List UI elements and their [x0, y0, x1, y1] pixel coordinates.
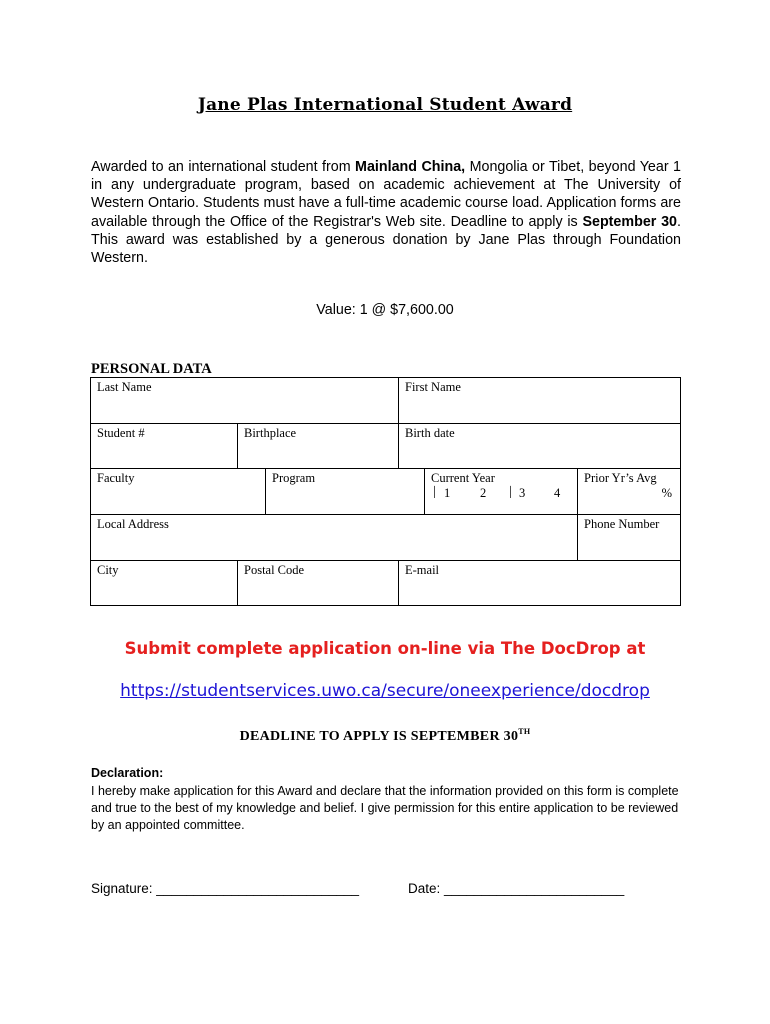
student-number-field[interactable] — [91, 424, 237, 468]
year-1-checkbox[interactable]: │ — [431, 487, 439, 498]
local-address-field[interactable] — [91, 515, 577, 560]
year-options — [431, 486, 571, 502]
award-description — [91, 158, 681, 267]
last-name-field[interactable] — [91, 378, 398, 423]
faculty-label: Faculty — [97, 471, 135, 485]
year-option-4: 4 — [554, 486, 561, 500]
program-field[interactable] — [266, 469, 424, 514]
year-option-2: 2 — [480, 486, 487, 500]
award-value: Value: 1 @ $7,600.00 — [316, 302, 454, 318]
first-name-field[interactable] — [399, 378, 680, 423]
program-label: Program — [272, 471, 316, 485]
intro-text: Mongolia or Tibet, beyond Year 1 in any undergraduate program, based on academic achievement at The University of Western Ontario. Students must have a full-time academic course load. Application forms are available through the Office of the Registrar's Web site. Deadline to apply is — [91, 159, 681, 230]
declaration-title: Declaration: — [91, 766, 164, 780]
faculty-field[interactable] — [91, 469, 265, 514]
postal-code-label: Postal Code — [244, 563, 305, 577]
docdrop-link[interactable]: https://studentservices.uwo.ca/secure/oneexperience/docdrop — [120, 681, 650, 701]
section-title-personal-data: PERSONAL DATA — [91, 361, 212, 377]
city-label: City — [97, 563, 119, 577]
percent-sign: % — [661, 486, 672, 500]
birth-date-label: Birth date — [405, 426, 455, 440]
declaration-text: I hereby make application for this Award and declare that the information provided on this form is complete and true to the best of my knowledge and belief. I give permission for this entire application to be reviewed by an appointed committee. — [91, 784, 679, 832]
form-border — [680, 377, 681, 606]
deadline-text: DEADLINE TO APPLY IS SEPTEMBER 30 — [239, 729, 519, 744]
city-field[interactable] — [91, 561, 237, 605]
birth-date-field[interactable] — [399, 424, 680, 468]
intro-emphasis: Mainland China, — [355, 159, 466, 175]
last-name-label: Last Name — [97, 380, 152, 394]
birthplace-field[interactable] — [238, 424, 398, 468]
signature-line[interactable]: Signature: ___________________________ — [91, 881, 360, 896]
intro-text: . This award was established by a generous donation by Jane Plas through Foundation Western. — [91, 213, 681, 267]
email-label: E-mail — [405, 563, 440, 577]
postal-code-field[interactable] — [238, 561, 398, 605]
year-option-1: 1 — [444, 486, 451, 500]
prior-avg-field[interactable] — [578, 469, 680, 514]
date-line[interactable]: Date: ________________________ — [408, 881, 625, 896]
form-border — [90, 605, 681, 606]
deadline-notice — [0, 727, 770, 745]
phone-field[interactable] — [578, 515, 680, 560]
intro-emphasis: September 30 — [582, 213, 677, 230]
intro-text: Awarded to an international student from — [91, 159, 356, 175]
local-address-label: Local Address — [97, 517, 169, 531]
first-name-label: First Name — [405, 380, 461, 394]
prior-avg-label: Prior Yr’s Avg — [584, 471, 657, 485]
deadline-suffix: TH — [518, 727, 531, 736]
student-number-label: Student # — [97, 426, 145, 440]
page-title: Jane Plas International Student Award — [197, 95, 573, 115]
current-year-label: Current Year — [431, 471, 495, 485]
current-year-field — [425, 469, 577, 514]
year-option-3: 3 — [519, 486, 526, 500]
phone-label: Phone Number — [584, 517, 660, 531]
birthplace-label: Birthplace — [244, 426, 297, 440]
submit-instruction: Submit complete application on-line via The DocDrop at — [124, 639, 646, 658]
email-field[interactable] — [399, 561, 680, 605]
year-3-checkbox[interactable]: │ — [507, 487, 515, 498]
